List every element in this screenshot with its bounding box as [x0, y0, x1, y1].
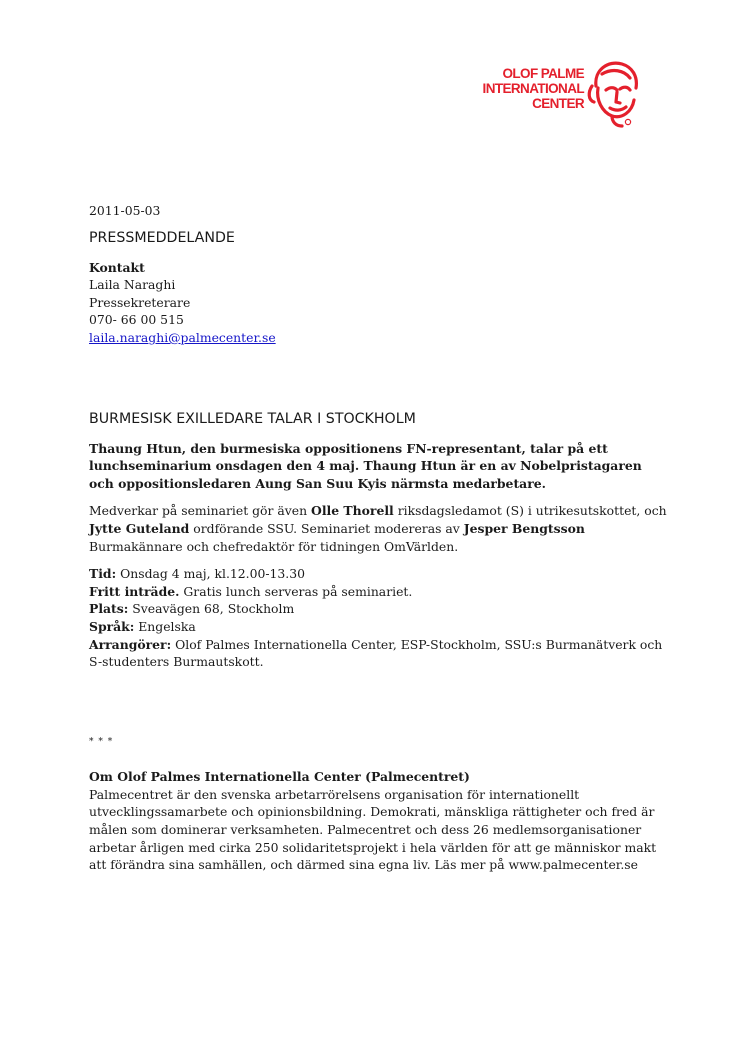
detail-place — [89, 600, 669, 618]
detail-place-label: Plats: — [89, 601, 129, 617]
detail-language — [89, 618, 669, 636]
release-date: 2011-05-03 — [89, 203, 161, 218]
about-heading: Om Olof Palmes Internationella Center (Palmecentret) — [89, 769, 470, 785]
detail-place-value: Sveavägen 68, Stockholm — [128, 601, 295, 617]
logo-line-3: CENTER — [532, 96, 584, 111]
detail-free-entry-label: Fritt inträde. — [89, 583, 180, 599]
detail-time — [89, 565, 669, 583]
olof-palme-logo — [464, 56, 644, 128]
detail-organizers-label: Arrangörer: — [89, 636, 172, 652]
moderator-jesper-bengtsson: Jesper Bengtsson — [463, 520, 585, 536]
detail-free-entry — [89, 583, 669, 601]
body-text-1: Medverkar på seminariet gör även — [89, 503, 312, 519]
detail-free-entry-value: Gratis lunch serveras på seminariet. — [179, 583, 413, 599]
press-release-title: BURMESISK EXILLEDARE TALAR I STOCKHOLM — [89, 410, 416, 427]
detail-organizers — [89, 636, 669, 671]
body-text-3: ordförande SSU. Seminariet modereras av — [189, 520, 464, 536]
participants-paragraph — [89, 502, 669, 555]
olof-palme-portrait-icon — [582, 56, 644, 128]
body-text-2: riksdagsledamot (S) i utrikesutskottet, och — [393, 503, 667, 519]
about-section — [89, 768, 669, 874]
contact-role: Pressekreterare — [89, 294, 191, 310]
detail-language-value: Engelska — [134, 618, 196, 634]
document-type-heading: PRESSMEDDELANDE — [89, 229, 235, 246]
detail-time-label: Tid: — [89, 566, 117, 582]
logo-wordmark — [464, 66, 584, 111]
participant-olle-thorell: Olle Thorell — [311, 503, 394, 519]
press-release-body — [89, 202, 669, 874]
contact-block — [89, 259, 669, 347]
detail-language-label: Språk: — [89, 618, 135, 634]
section-separator: * * * — [89, 736, 114, 747]
detail-organizers-value: Olof Palmes Internationella Center, ESP-Stockholm, SSU:s Burmanätverk och S-studenters Burmautskott. — [89, 636, 663, 670]
event-details — [89, 565, 669, 671]
participant-jytte-guteland: Jytte Guteland — [89, 520, 190, 536]
detail-time-value: Onsdag 4 maj, kl.12.00-13.30 — [116, 566, 306, 582]
logo-line-2: INTERNATIONAL — [482, 81, 584, 96]
logo-line-1: OLOF PALME — [502, 66, 584, 81]
body-text-4: Burmakännare och chefredaktör för tidningen OmVärlden. — [89, 538, 459, 554]
contact-label: Kontakt — [89, 259, 145, 275]
contact-phone: 070- 66 00 515 — [89, 312, 184, 328]
about-text: Palmecentret är den svenska arbetarrörelsens organisation för internationellt utvecklingssamarbete och opinionsbildning. Demokrati, mänskliga rättigheter och fred är målen som dominerar verksamheten. Palmecentret och dess 26 medlemsorganisationer arbetar årligen med cirka 250 solidaritetsprojekt i hela världen för att ge människor makt att förändra sina samhällen, och därmed sina egna liv. Läs mer på www.palmecenter.se — [89, 786, 657, 873]
contact-name: Laila Naraghi — [89, 277, 176, 293]
contact-email-link[interactable]: laila.naraghi@palmecenter.se — [89, 329, 276, 345]
lead-paragraph: Thaung Htun, den burmesiska oppositionens FN-representant, talar på ett lunchseminarium onsdagen den 4 maj. Thaung Htun är en av Nobelpristagaren och oppositionsledaren Aung San Suu Kyis närmsta medarbetare. — [89, 440, 642, 491]
